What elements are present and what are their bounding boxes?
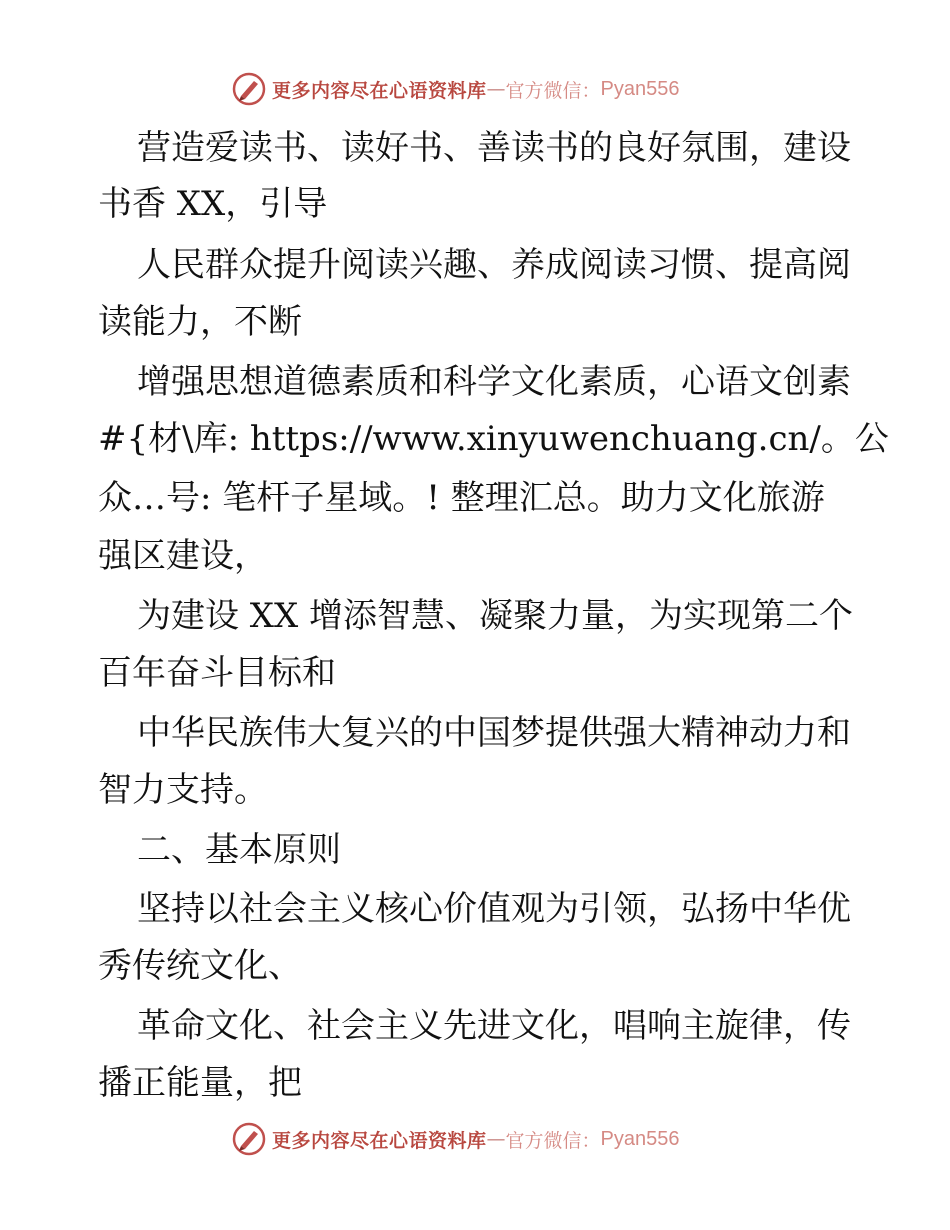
watermark-site-text: 更多内容尽在心语资料库 (272, 79, 487, 102)
header-watermark (232, 71, 680, 107)
paragraph-line: 书香 XX，引导 (98, 184, 328, 224)
paragraph-line: 播正能量，把 (98, 1063, 302, 1103)
paragraph-line: 强区建设， (98, 536, 268, 576)
watermark-wechat-id: Pyan556 (600, 1127, 680, 1150)
paragraph-line: 读能力，不断 (98, 302, 302, 342)
paragraph-line: 坚持以社会主义核心价值观为引领，弘扬中华优 (137, 889, 851, 929)
watermark-site-text: 更多内容尽在心语资料库 (272, 1129, 487, 1152)
paragraph-line: 为建设 XX 增添智慧、凝聚力量，为实现第二个 (137, 596, 854, 636)
pen-logo-icon (232, 72, 266, 106)
watermark-wechat-label: 官方微信： (505, 1129, 601, 1152)
paragraph-line: 百年奋斗目标和 (98, 653, 336, 693)
paragraph-line: 增强思想道德素质和科学文化素质，心语文创素 (137, 362, 851, 402)
pen-logo-icon (232, 1122, 266, 1156)
paragraph-line: 智力支持。 (98, 770, 268, 810)
paragraph-line: #{材\库: https://www.xinyuwenchuang.cn/。公 (98, 419, 889, 459)
paragraph-line: 营造爱读书、读好书、善读书的良好氛围，建设 (137, 128, 851, 168)
paragraph-line: 秀传统文化、 (98, 946, 302, 986)
watermark-separator: — (486, 78, 506, 100)
watermark-wechat-label: 官方微信： (505, 79, 601, 102)
paragraph-line: 众…号: 笔杆子星域。! 整理汇总。助力文化旅游 (98, 478, 825, 518)
paragraph-line: 人民群众提升阅读兴趣、养成阅读习惯、提高阅 (137, 245, 851, 285)
paragraph-line: 革命文化、社会主义先进文化，唱响主旋律，传 (137, 1006, 851, 1046)
watermark-wechat-id: Pyan556 (600, 77, 680, 100)
section-heading: 二、基本原则 (137, 830, 341, 870)
watermark-separator: — (486, 1128, 506, 1150)
paragraph-line: 中华民族伟大复兴的中国梦提供强大精神动力和 (137, 713, 851, 753)
footer-watermark (232, 1121, 680, 1157)
